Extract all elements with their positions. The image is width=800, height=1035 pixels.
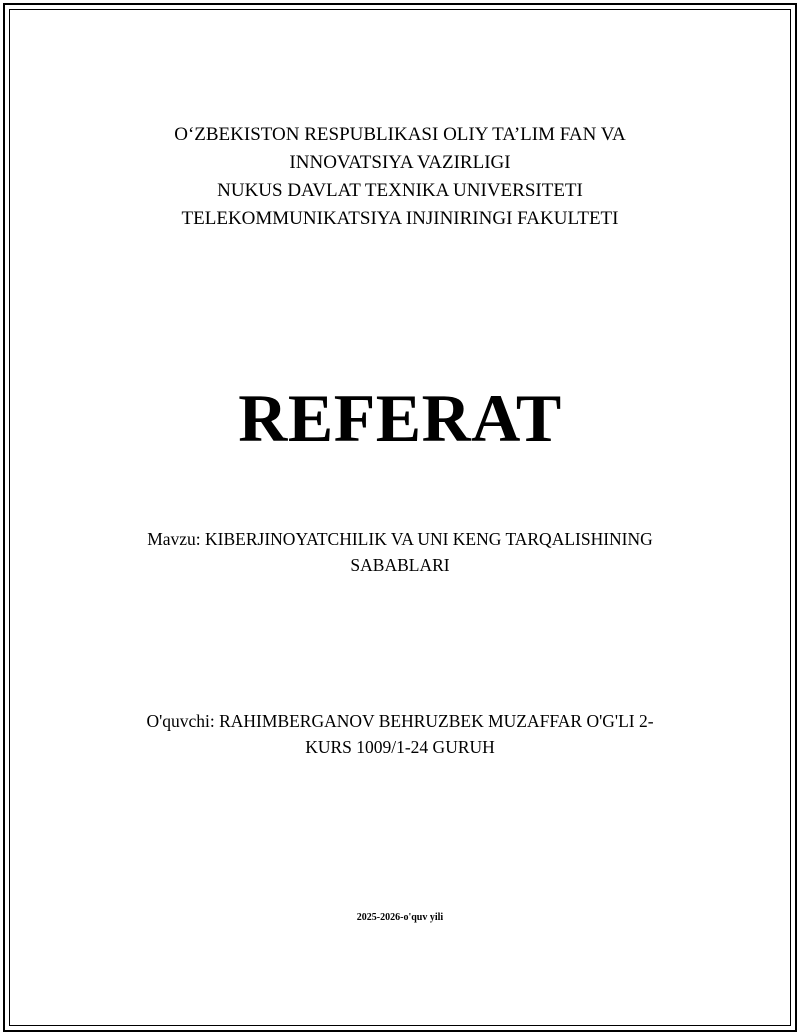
institution-header	[0, 121, 800, 233]
topic-line-1: Mavzu: KIBERJINOYATCHILIK VA UNI KENG TARQALISHINING	[147, 529, 653, 549]
academic-year: 2025-2026-o'quv yili	[356, 912, 444, 923]
header-line-ministry-2: INNOVATSIYA VAZIRLIGI	[289, 152, 511, 173]
topic-section	[0, 526, 800, 578]
topic-line-2: SABABLARI	[350, 555, 450, 575]
student-line-1: O'quvchi: RAHIMBERGANOV BEHRUZBEK MUZAFFAR O'G'LI 2-	[146, 711, 654, 731]
student-line-2: KURS 1009/1-24 GURUH	[305, 737, 495, 757]
document-title: REFERAT	[238, 380, 562, 456]
student-section	[0, 708, 800, 760]
header-line-university: NUKUS DAVLAT TEXNIKA UNIVERSITETI	[217, 180, 583, 201]
header-line-faculty: TELEKOMMUNIKATSIYA INJINIRINGI FAKULTETI	[181, 208, 619, 229]
header-line-ministry-1: O‘ZBEKISTON RESPUBLIKASI OLIY TA’LIM FAN VA	[174, 124, 626, 145]
